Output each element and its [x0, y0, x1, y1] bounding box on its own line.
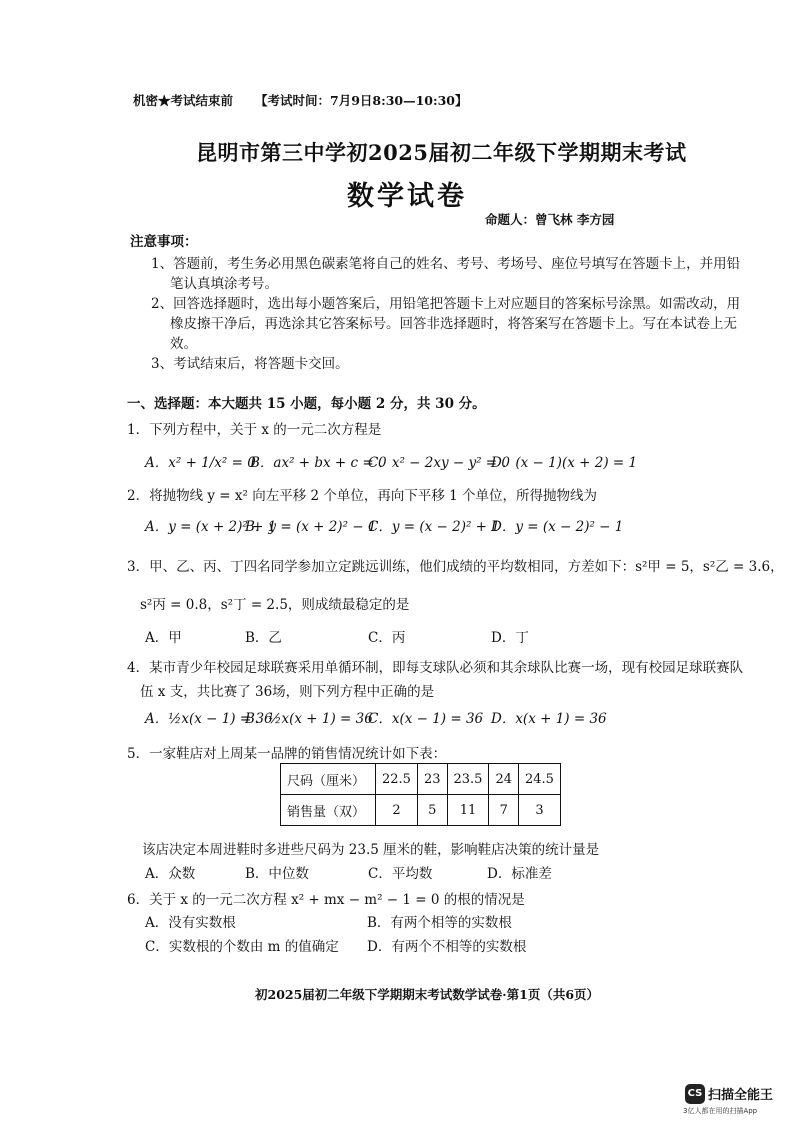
q4-stem: 4．某市青少年校园足球联赛采用单循环制，即每支球队必须和其余球队比赛一场，现有校园足球联赛队 [127, 660, 744, 676]
table-row-label: 尺码（厘米） [281, 764, 376, 795]
note-2-line-2: 橡皮擦干净后，再选涂其它答案标号。回答非选择题时，将答案写在答题卡上。写在本试卷上无 [170, 316, 737, 332]
q2-stem: 2．将抛物线 y = x² 向左平移 2 个单位，再向下平移 1 个单位，所得抛物线为 [127, 488, 598, 504]
q4-option-a: A．½x(x − 1) = 36 [145, 711, 273, 727]
sales-table [280, 763, 561, 826]
scanner-app-name: 扫描全能王 [708, 1088, 774, 1103]
table-row [281, 764, 561, 795]
q2-option-a: A．y = (x + 2)² + 1 [145, 519, 277, 535]
q3-stem: 3．甲、乙、丙、丁四名同学参加立定跳远训练，他们成绩的平均数相同，方差如下：s²甲 = 5，s²乙 = 3.6， [127, 559, 784, 575]
q4-option-b: B．½x(x + 1) = 36 [245, 711, 373, 727]
table-cell: 2 [376, 795, 418, 826]
q5-stem: 5．一家鞋店对上周某一品牌的销售情况统计如下表： [127, 746, 447, 762]
table-cell: 23.5 [447, 764, 489, 795]
page-title: 昆明市第三中学初2025届初二年级下学期期末考试 [196, 140, 687, 165]
table-cell: 24.5 [519, 764, 561, 795]
section-1-heading: 一、选择题：本大题共 15 小题，每小题 2 分，共 30 分。 [127, 396, 486, 412]
q3-option-a: A．甲 [145, 630, 182, 646]
header-exam-time: 【考试时间：7月9日8:30—10:30】 [255, 93, 468, 108]
q6-option-b: B．有两个相等的实数根 [367, 915, 512, 931]
authors: 命题人：曾飞林 李方园 [485, 212, 615, 227]
notes-heading: 注意事项： [130, 234, 198, 250]
q1-option-b: B．ax² + bx + c = 0 [250, 455, 387, 471]
scanner-watermark [685, 1083, 773, 1104]
table-cell: 5 [417, 795, 447, 826]
table-cell: 23 [417, 764, 447, 795]
table-row [281, 795, 561, 826]
q5-option-c: C．平均数 [368, 866, 433, 882]
q4-option-d: D．x(x + 1) = 36 [491, 711, 607, 727]
page-subtitle: 数学试卷 [347, 181, 467, 212]
q4-option-c: C．x(x − 1) = 36 [368, 711, 484, 727]
q6-option-d: D．有两个不相等的实数根 [367, 939, 527, 955]
note-1-line-1: 1、答题前，考生务必用黑色碳素笔将自己的姓名、考号、考场号、座位号填写在答题卡上，并用铅 [151, 256, 741, 272]
q3-option-d: D．丁 [491, 630, 529, 646]
q2-option-b: B．y = (x + 2)² − 1 [245, 519, 377, 535]
q1-option-c: C．x² − 2xy − y² = 0 [368, 455, 510, 471]
q6-option-a: A．没有实数根 [145, 915, 236, 931]
q6-stem: 6．关于 x 的一元二次方程 x² + mx − m² − 1 = 0 的根的情况是 [127, 892, 525, 908]
table-cell: 7 [489, 795, 519, 826]
q3-option-b: B．乙 [245, 630, 282, 646]
note-3: 3、考试结束后，将答题卡交回。 [151, 356, 349, 372]
header-secret: 机密★考试结束前 [133, 93, 234, 108]
table-cell: 3 [519, 795, 561, 826]
table-cell: 24 [489, 764, 519, 795]
table-cell: 11 [447, 795, 489, 826]
q5-option-d: D．标准差 [487, 866, 552, 882]
q2-option-c: C．y = (x − 2)² + 1 [368, 519, 500, 535]
q1-option-d: D．(x − 1)(x + 2) = 1 [491, 455, 638, 471]
note-2-line-1: 2、回答选择题时，选出每小题答案后，用铅笔把答题卡上对应题目的答案标号涂黑。如需改动，用 [151, 296, 741, 312]
scanner-tagline: 3亿人都在用的扫描App [683, 1107, 758, 1115]
q1-option-a: A．x² + 1/x² = 0 [145, 455, 256, 471]
q5-option-a: A．众数 [145, 866, 196, 882]
q4-stem-2: 伍 x 支，共比赛了 36场，则下列方程中正确的是 [140, 684, 435, 700]
q5-option-b: B．中位数 [245, 866, 309, 882]
q6-option-c: C．实数根的个数由 m 的值确定 [145, 939, 339, 955]
page-footer: 初2025届初二年级下学期期末考试数学试卷·第1页（共6页） [255, 987, 600, 1002]
note-2-line-3: 效。 [170, 336, 197, 352]
table-cell: 22.5 [376, 764, 418, 795]
q3-stem-2: s²丙 = 0.8，s²丁 = 2.5，则成绩最稳定的是 [140, 597, 410, 613]
camscanner-icon: CS [685, 1084, 705, 1104]
q1-stem: 1．下列方程中，关于 x 的一元二次方程是 [127, 422, 382, 438]
q2-option-d: D．y = (x − 2)² − 1 [491, 519, 624, 535]
note-1-line-2: 笔认真填涂考号。 [170, 276, 278, 292]
q3-option-c: C．丙 [368, 630, 406, 646]
q5-stem-2: 该店决定本周进鞋时多进些尺码为 23.5 厘米的鞋，影响鞋店决策的统计量是 [142, 842, 600, 858]
table-row-label: 销售量（双） [281, 795, 376, 826]
